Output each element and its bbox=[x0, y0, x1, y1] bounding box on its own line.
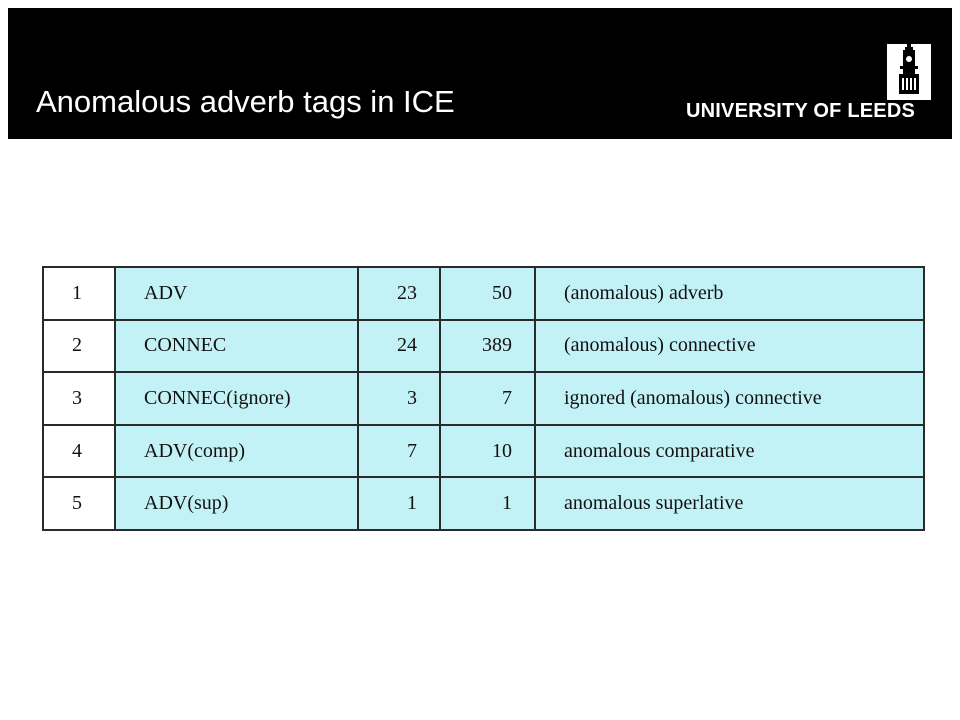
table-row bbox=[43, 477, 924, 530]
page-title: Anomalous adverb tags in ICE bbox=[36, 84, 455, 119]
tag-cell: ADV(sup) bbox=[115, 477, 358, 530]
count-b-cell: 389 bbox=[440, 320, 535, 373]
tag-cell: CONNEC bbox=[115, 320, 358, 373]
university-logo bbox=[680, 44, 932, 134]
table-row bbox=[43, 425, 924, 478]
count-a-cell: 24 bbox=[358, 320, 440, 373]
count-a-cell: 3 bbox=[358, 372, 440, 425]
table-row bbox=[43, 320, 924, 373]
tag-table bbox=[42, 266, 923, 531]
description-cell: (anomalous) adverb bbox=[535, 267, 924, 320]
university-name: UNIVERSITY OF LEEDS bbox=[686, 100, 916, 122]
count-b-cell: 10 bbox=[440, 425, 535, 478]
row-index: 5 bbox=[43, 477, 115, 530]
count-a-cell: 1 bbox=[358, 477, 440, 530]
count-a-cell: 7 bbox=[358, 425, 440, 478]
description-cell: anomalous comparative bbox=[535, 425, 924, 478]
table-row bbox=[43, 267, 924, 320]
count-b-cell: 7 bbox=[440, 372, 535, 425]
description-cell: ignored (anomalous) connective bbox=[535, 372, 924, 425]
row-index: 3 bbox=[43, 372, 115, 425]
count-b-cell: 50 bbox=[440, 267, 535, 320]
row-index: 4 bbox=[43, 425, 115, 478]
tag-cell: ADV bbox=[115, 267, 358, 320]
row-index: 2 bbox=[43, 320, 115, 373]
clock-tower-icon bbox=[887, 44, 931, 100]
description-cell: (anomalous) connective bbox=[535, 320, 924, 373]
row-index: 1 bbox=[43, 267, 115, 320]
description-cell: anomalous superlative bbox=[535, 477, 924, 530]
tag-cell: CONNEC(ignore) bbox=[115, 372, 358, 425]
count-a-cell: 23 bbox=[358, 267, 440, 320]
table-row bbox=[43, 372, 924, 425]
count-b-cell: 1 bbox=[440, 477, 535, 530]
tag-cell: ADV(comp) bbox=[115, 425, 358, 478]
header-bar bbox=[8, 8, 952, 139]
